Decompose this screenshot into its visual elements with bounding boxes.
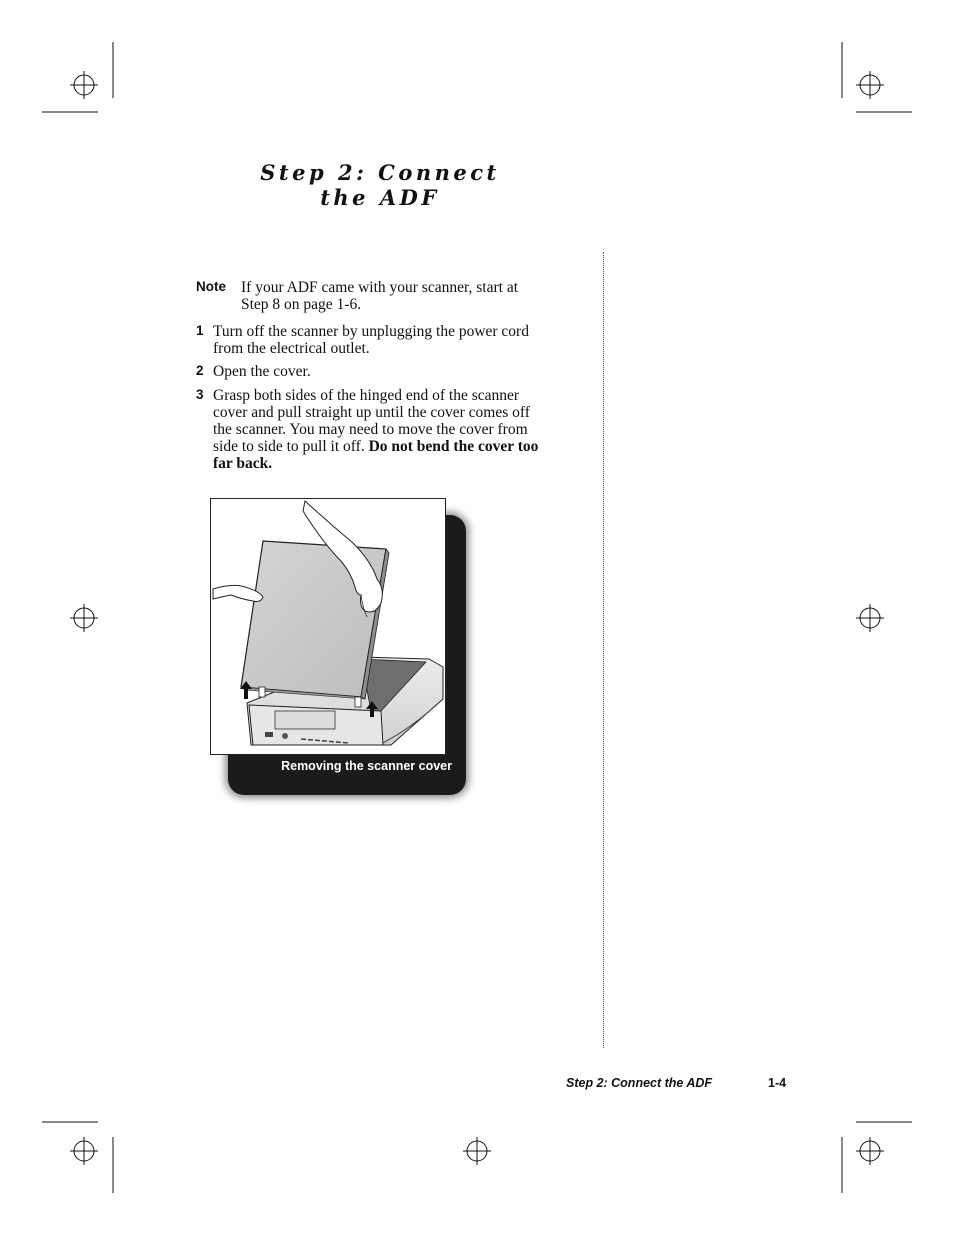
footer-page-number: 1-4 <box>768 1076 787 1090</box>
step-1-line-1: Turn off the scanner by unplugging the power cord <box>213 323 529 340</box>
note-line-1: If your ADF came with your scanner, start at <box>241 279 519 296</box>
footer-section-title: Step 2: Connect the ADF <box>566 1076 713 1090</box>
step-2-line-1: Open the cover. <box>213 363 311 380</box>
step-3-line-2: cover and pull straight up until the cover comes off <box>213 404 530 421</box>
step-3-line-4 <box>213 438 538 455</box>
note-label: Note <box>196 279 226 294</box>
step-number: 3 <box>196 387 204 402</box>
heading-line-2: the ADF <box>320 185 440 210</box>
scanner-cover-illustration <box>211 499 446 755</box>
note-line-2: Step 8 on page 1-6. <box>241 296 362 313</box>
step-3-warning-end: far back. <box>213 455 273 472</box>
step-number: 2 <box>196 363 204 378</box>
figure-caption: Removing the scanner cover <box>281 759 452 773</box>
step-number: 1 <box>196 323 204 338</box>
step-3-line-1: Grasp both sides of the hinged end of the scanner <box>213 387 520 404</box>
column-divider <box>603 252 604 1048</box>
step-3-warning: Do not bend the cover too <box>368 438 539 455</box>
heading-line-1: Step 2: Connect <box>260 160 500 185</box>
figure-frame <box>210 498 446 755</box>
step-1-line-2: from the electrical outlet. <box>213 340 370 357</box>
step-3-line-3: the scanner. You may need to move the cover from <box>213 421 528 438</box>
page-heading <box>230 160 530 210</box>
step-3-line-5 <box>213 455 272 472</box>
step-3-line-4-text: side to side to pull it off. <box>213 438 369 455</box>
